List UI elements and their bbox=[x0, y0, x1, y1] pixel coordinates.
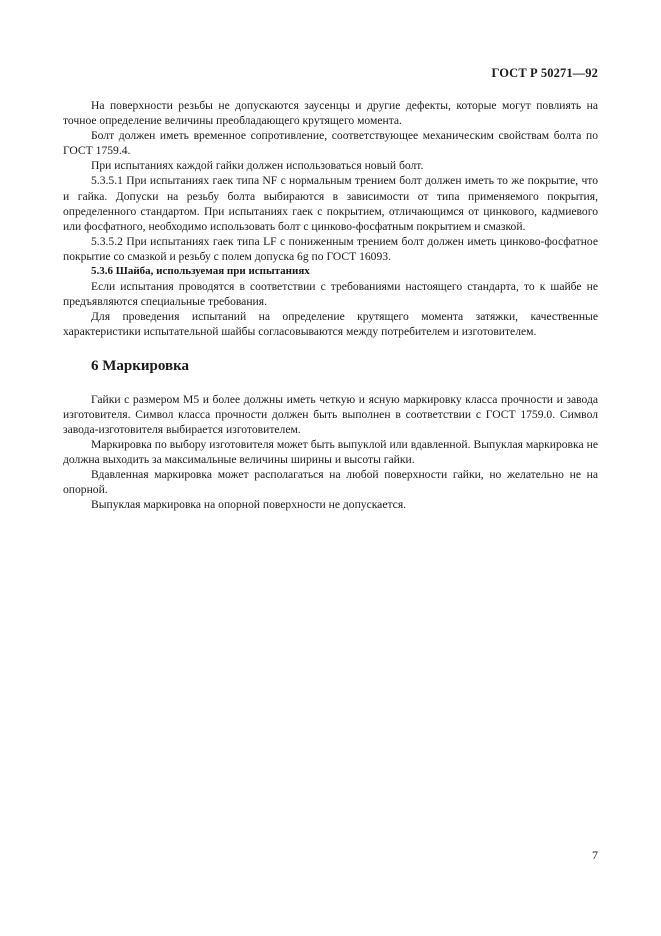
paragraph-5-3-5-2: 5.3.5.2 При испытаниях гаек типа LF с пониженным трением болт должен иметь цинково-фосфатное покрытие со смазкой и резьбу с полем допуска 6g по ГОСТ 16093. bbox=[63, 234, 598, 263]
paragraph-washer-characteristics: Для проведения испытаний на определение крутящего момента затяжки, качественные характеристики испытательной шайбы согласовываются между потребителем и изготовителем. bbox=[63, 310, 598, 339]
paragraph-bolt-strength: Болт должен иметь временное сопротивление, соответствующее механическим свойствам болта по ГОСТ 1759.4. bbox=[63, 129, 598, 158]
paragraph-new-bolt: При испытаниях каждой гайки должен использоваться новый болт. bbox=[91, 159, 424, 173]
paragraph-marking-type: Маркировка по выбору изготовителя может быть выпуклой или вдавленной. Выпуклая маркировка не должна выходить за максимальные величины ширины и высоты гайки. bbox=[63, 437, 598, 466]
paragraph-thread-defects: На поверхности резьбы не допускаются заусенцы и другие дефекты, которые могут повлиять на точное определение величины преобладающего крутящего момента. bbox=[63, 99, 598, 128]
subsection-heading-5-3-6: 5.3.6 Шайба, используемая при испытаниях bbox=[91, 265, 310, 278]
paragraph-raised-marking: Выпуклая маркировка на опорной поверхности не допускается. bbox=[91, 498, 407, 512]
page-number: 7 bbox=[592, 848, 598, 862]
document-number-header: ГОСТ Р 50271—92 bbox=[491, 66, 598, 80]
paragraph-marking-requirement: Гайки с размером М5 и более должны иметь четкую и ясную маркировку класса прочности и завода изготовителя. Символ класса прочности должен быть выполнен в соответствии с ГОСТ 1759.0. Символ завода-изготовителя выбирается изготовителем. bbox=[63, 392, 598, 436]
section-heading-marking: 6 Маркировка bbox=[91, 357, 190, 374]
paragraph-recessed-marking: Вдавленная маркировка может располагаться на любой поверхности гайки, но желательно не на опорной. bbox=[63, 468, 598, 497]
paragraph-5-3-5-1: 5.3.5.1 При испытаниях гаек типа NF с нормальным трением болт должен иметь то же покрытие, что и гайка. Допуски на резьбу болта выбираются в зависимости от типа применяемого покрытия, определенного стандартом. При испытаниях гаек с покрытием, отличающимся от цинкового, кадмиевого или фосфатного, необходимо использовать болт с цинково-фосфатным покрытием и смазкой. bbox=[63, 174, 598, 233]
paragraph-washer-requirements: Если испытания проводятся в соответствии с требованиями настоящего стандарта, то к шайбе не предъявляются специальные требования. bbox=[63, 280, 598, 309]
document-body bbox=[63, 98, 598, 512]
